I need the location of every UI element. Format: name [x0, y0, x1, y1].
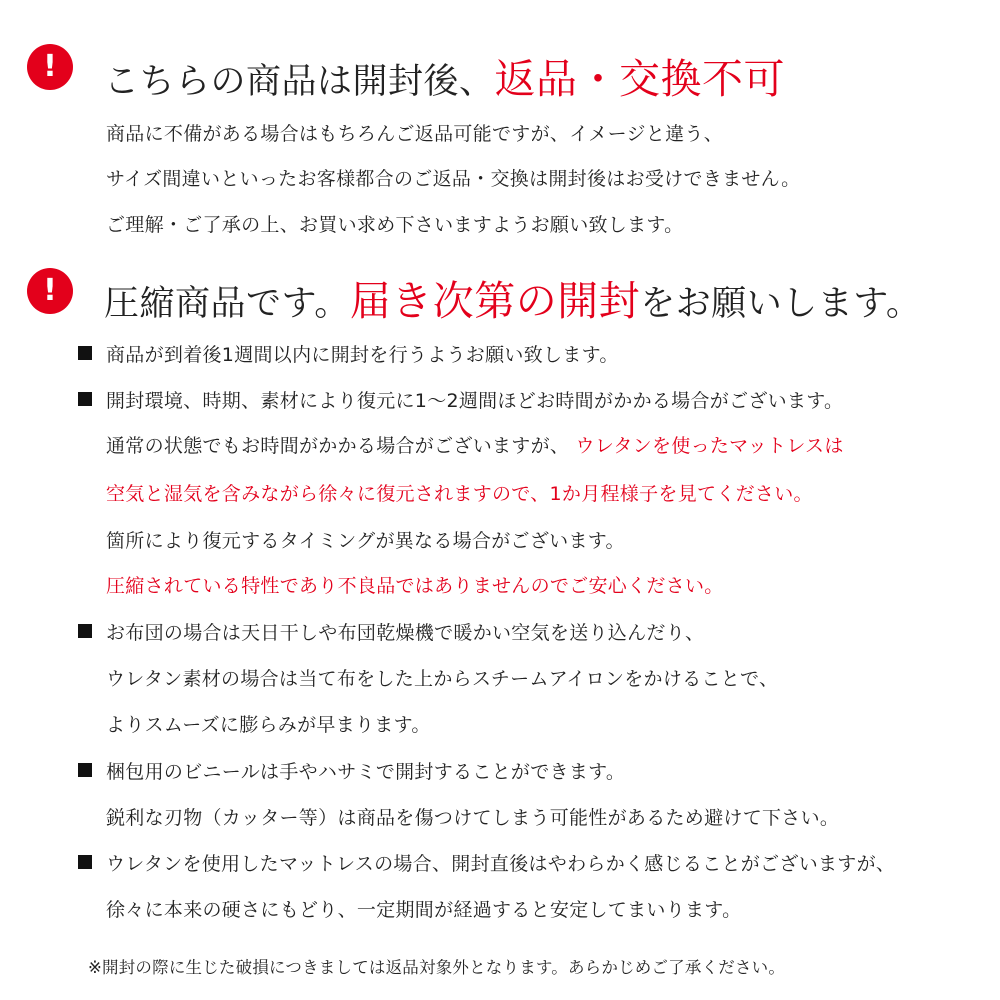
- bullet5-line-2: 徐々に本来の硬さにもどり、一定期間が経過すると安定してまいります。: [106, 899, 742, 921]
- exclamation-circle-icon: !: [27, 44, 73, 90]
- bullet2-line-2-red: ウレタンを使ったマットレスは: [575, 435, 844, 457]
- exclamation-circle-icon: !: [27, 268, 73, 314]
- section2-heading-plain-1: 圧縮商品です。: [104, 284, 350, 324]
- bullet2-line-3: 空気と湿気を含みながら徐々に復元されますので、1か月程様子を見てください。: [106, 483, 813, 505]
- bullet-square: [78, 346, 92, 360]
- section1-heading: [104, 46, 785, 105]
- bullet2-line-2-plain: 通常の状態でもお時間がかかる場合がございますが、: [106, 435, 570, 457]
- section2-heading-plain-2: をお願いします。: [640, 284, 922, 324]
- bullet2-line-2: [106, 431, 844, 458]
- section1-line-2: サイズ間違いといったお客様都合のご返品・交換は開封後はお受けできません。: [106, 168, 801, 190]
- footnote: ※開封の際に生じた破損につきましては返品対象外となります。あらかじめご了承ください。: [88, 958, 786, 977]
- bullet4-line-2: 鋭利な刃物（カッター等）は商品を傷つけてしまう可能性があるため避けて下さい。: [106, 807, 840, 829]
- bullet1-line-1: 商品が到着後1週間以内に開封を行うようお願い致します。: [106, 344, 619, 366]
- bullet4-line-1: 梱包用のビニールは手やハサミで開封することができます。: [106, 761, 626, 783]
- bullet2-line-4: 箇所により復元するタイミングが異なる場合がございます。: [106, 530, 625, 552]
- bullet-square: [78, 855, 92, 869]
- section1-heading-plain: こちらの商品は開封後、: [104, 62, 495, 102]
- section2-heading: [104, 268, 921, 327]
- bullet3-line-3: よりスムーズに膨らみが早まります。: [106, 714, 431, 736]
- section1-line-1: 商品に不備がある場合はもちろんご返品可能ですが、イメージと違う、: [106, 123, 724, 145]
- bullet-square: [78, 763, 92, 777]
- bullet5-line-1: ウレタンを使用したマットレスの場合、開封直後はやわらかく感じることがございますが、: [106, 853, 896, 875]
- bullet-square: [78, 392, 92, 406]
- bullet3-line-2: ウレタン素材の場合は当て布をした上からスチームアイロンをかけることで、: [106, 668, 779, 690]
- bullet-square: [78, 624, 92, 638]
- section1-line-3: ご理解・ご了承の上、お買い求め下さいますようお願い致します。: [106, 214, 684, 236]
- section2-heading-red: 届き次第の開封: [349, 277, 641, 325]
- section1-heading-red: 返品・交換不可: [494, 55, 786, 103]
- bullet3-line-1: お布団の場合は天日干しや布団乾燥機で暖かい空気を送り込んだり、: [106, 622, 705, 644]
- bullet2-line-5: 圧縮されている特性であり不良品ではありませんのでご安心ください。: [106, 575, 724, 597]
- bullet2-line-1: 開封環境、時期、素材により復元に1〜2週間ほどお時間がかかる場合がございます。: [106, 390, 844, 412]
